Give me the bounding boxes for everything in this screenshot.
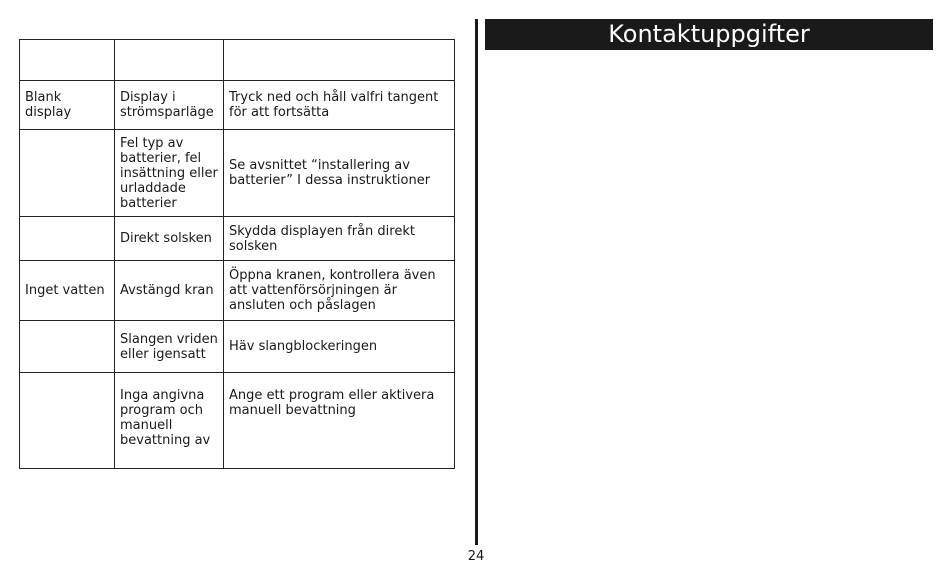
problem-cell	[20, 130, 115, 217]
header-cell-solution	[224, 40, 455, 81]
solution-cell: Häv slangblockeringen	[224, 321, 455, 373]
cause-cell: Inga angivna program och manuell bevattning av	[115, 373, 224, 469]
problem-cell	[20, 373, 115, 469]
cause-cell: Display i strömsparläge	[115, 81, 224, 130]
problem-cell	[20, 321, 115, 373]
solution-cell: Öppna kranen, kontrollera även att vattenförsörjningen är ansluten och påslagen	[224, 261, 455, 321]
table-row	[20, 321, 455, 373]
header-cell-problem	[20, 40, 115, 81]
solution-cell: Se avsnittet “installering av batterier” I dessa instruktioner	[224, 130, 455, 217]
solution-cell: Ange ett program eller aktivera manuell bevattning	[224, 373, 455, 469]
table-row	[20, 81, 455, 130]
table-row	[20, 261, 455, 321]
cause-cell: Fel typ av batterier, fel insättning eller urladdade batterier	[115, 130, 224, 217]
table-row	[20, 373, 455, 469]
cause-cell: Avstängd kran	[115, 261, 224, 321]
table-header-row	[20, 40, 455, 81]
cause-cell: Slangen vriden eller igensatt	[115, 321, 224, 373]
troubleshooting-table-wrapper	[19, 39, 455, 469]
problem-cell	[20, 217, 115, 261]
problem-cell: Blank display	[20, 81, 115, 130]
table-row	[20, 130, 455, 217]
problem-cell: Inget vatten	[20, 261, 115, 321]
header-cell-cause	[115, 40, 224, 81]
cause-cell: Direkt solsken	[115, 217, 224, 261]
page-divider	[475, 19, 478, 545]
solution-cell: Skydda displayen från direkt solsken	[224, 217, 455, 261]
troubleshooting-table	[19, 39, 455, 469]
table-row	[20, 217, 455, 261]
page-number: 24	[467, 549, 485, 564]
solution-cell: Tryck ned och håll valfri tangent för att fortsätta	[224, 81, 455, 130]
section-title-contact: Kontaktuppgifter	[485, 19, 933, 50]
